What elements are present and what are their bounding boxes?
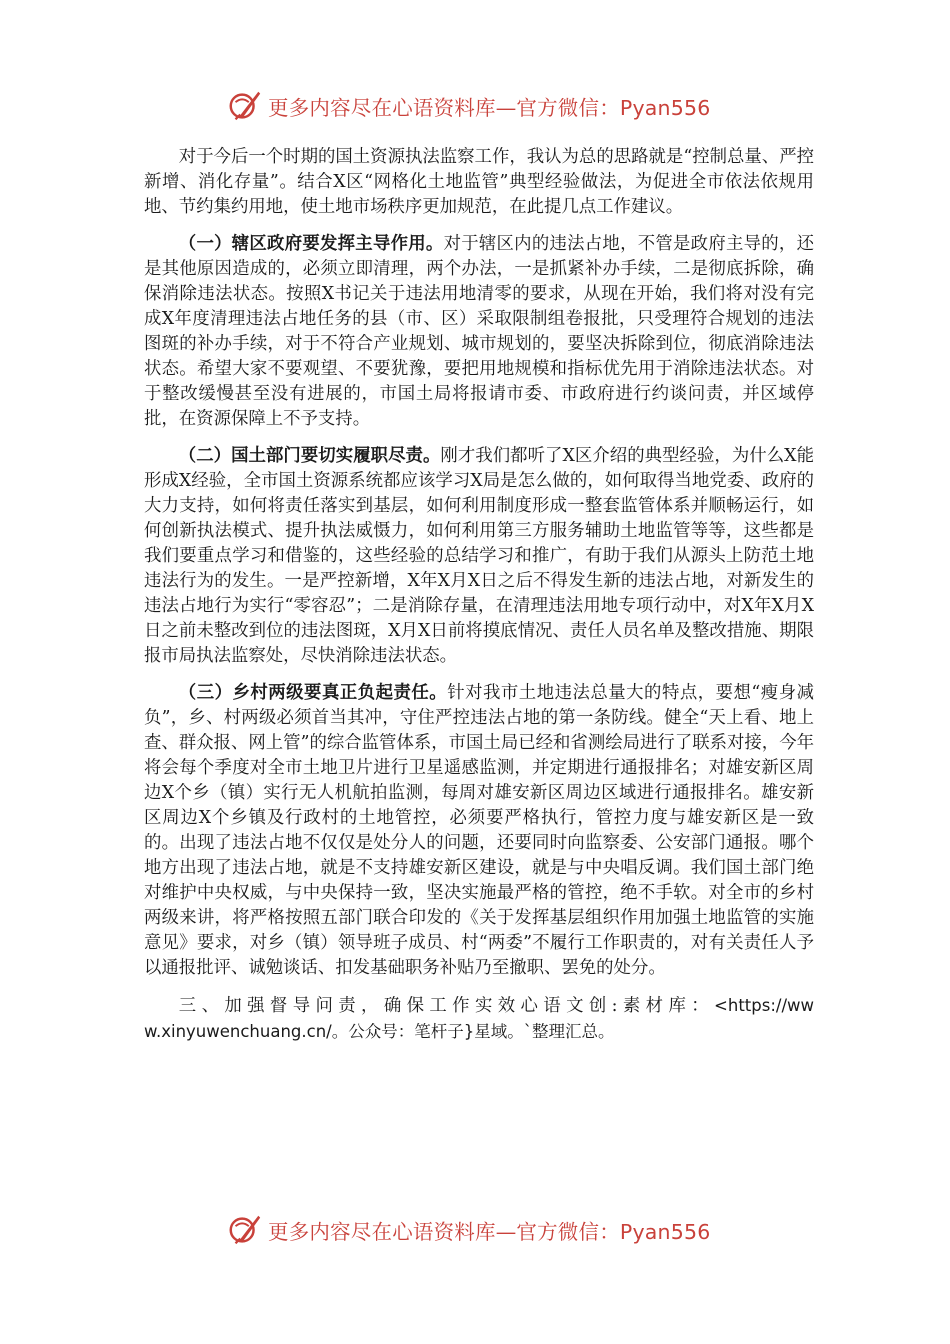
section-2-body: 刚才我们都听了X区介绍的典型经验，为什么X能形成X经验，全市国土资源系统都应该学习X局是怎么做的，如何取得当地党委、政府的大力支持，如何将责任落实到基层，如何利用制度形成一整套监管体系并顺畅运行，如何创新执法模式、提升执法威慑力，如何利用第三方服务辅助土地监管等等，这些都是我们要重点学习和借鉴的，这些经验的总结学习和推广，有助于我们从源头上防范土地违法行为的发生。一是严控新增，X年X月X日之后不得发生新的违法占地，对新发生的违法占地行为实行“零容忍”；二是消除存量，在清理违法用地专项行动中，对X年X月X日之前未整改到位的违法图斑，X月X日前将摸底情况、责任人员名单及整改措施、期限报市局执法监察处，尽快消除违法状态。 bbox=[144, 446, 814, 666]
section-2-paragraph bbox=[144, 444, 814, 669]
watermark-banner-bottom bbox=[226, 1210, 746, 1250]
watermark-text: 更多内容尽在心语资料库—官方微信：Pyan556 bbox=[268, 1220, 711, 1244]
document-body bbox=[144, 145, 814, 1057]
section-3-heading: （三）乡村两级要真正负起责任。 bbox=[178, 683, 448, 703]
closing-source: <https://www.xinyuwenchuang.cn/。公众号：笔杆子}星域。`整理汇总。 bbox=[144, 996, 814, 1041]
watermark-text: 更多内容尽在心语资料库—官方微信：Pyan556 bbox=[268, 96, 711, 120]
closing-paragraph bbox=[144, 993, 814, 1045]
section-1-body: 对于辖区内的违法占地，不管是政府主导的，还是其他原因造成的，必须立即清理，两个办法，一是抓紧补办手续，二是彻底拆除，确保消除违法状态。按照X书记关于违法用地清零的要求，从现在开始，我们将对没有完成X年度清理违法占地任务的县（市、区）采取限制组卷报批，只受理符合规划的违法图斑的补办手续，对于不符合产业规划、城市规划的，要坚决拆除到位，彻底消除违法状态。希望大家不要观望、不要犹豫，要把用地规模和指标优先用于消除违法状态。对于整改缓慢甚至没有进展的，市国土局将报请市委、市政府进行约谈问责，并区域停批，在资源保障上不予支持。 bbox=[144, 234, 814, 429]
section-1-paragraph bbox=[144, 232, 814, 432]
section-2-heading: （二）国土部门要切实履职尽责。 bbox=[178, 446, 441, 466]
section-3-paragraph bbox=[144, 681, 814, 981]
quill-seal-icon bbox=[226, 87, 264, 125]
section-3-body: 针对我市土地违法总量大的特点，要想“瘦身减负”，乡、村两级必须首当其冲，守住严控违法占地的第一条防线。健全“天上看、地上查、群众报、网上管”的综合监管体系，市国土局已经和省测绘局进行了联系对接，今年将会每个季度对全市土地卫片进行卫星遥感监测，并定期进行通报排名；对雄安新区周边X个乡（镇）实行无人机航拍监测，每周对雄安新区周边区域进行通报排名。雄安新区周边X个乡镇及行政村的土地管控，必须要严格执行，管控力度与雄安新区是一致的。出现了违法占地不仅仅是处分人的问题，还要同时向监察委、公安部门通报。哪个地方出现了违法占地，就是不支持雄安新区建设，就是与中央唱反调。我们国土部门绝对维护中央权威，与中央保持一致，坚决实施最严格的管控，绝不手软。对全市的乡村两级来讲，将严格按照五部门联合印发的《关于发挥基层组织作用加强土地监管的实施意见》要求，对乡（镇）领导班子成员、村“两委”不履行工作职责的，对有关责任人予以通报批评、诚勉谈话、扣发基础职务补贴乃至撤职、罢免的处分。 bbox=[144, 683, 814, 978]
closing-title: 三、加强督导问责，确保工作实效心语文创:素材库： bbox=[178, 996, 715, 1016]
intro-paragraph: 对于今后一个时期的国土资源执法监察工作，我认为总的思路就是“控制总量、严控新增、消化存量”。结合X区“网格化土地监管”典型经验做法，为促进全市依法依规用地、节约集约用地，使土地市场秩序更加规范，在此提几点工作建议。 bbox=[144, 147, 814, 217]
section-1-heading: （一）辖区政府要发挥主导作用。 bbox=[178, 234, 444, 254]
quill-seal-icon bbox=[226, 1211, 264, 1249]
watermark-banner-top bbox=[226, 86, 746, 126]
